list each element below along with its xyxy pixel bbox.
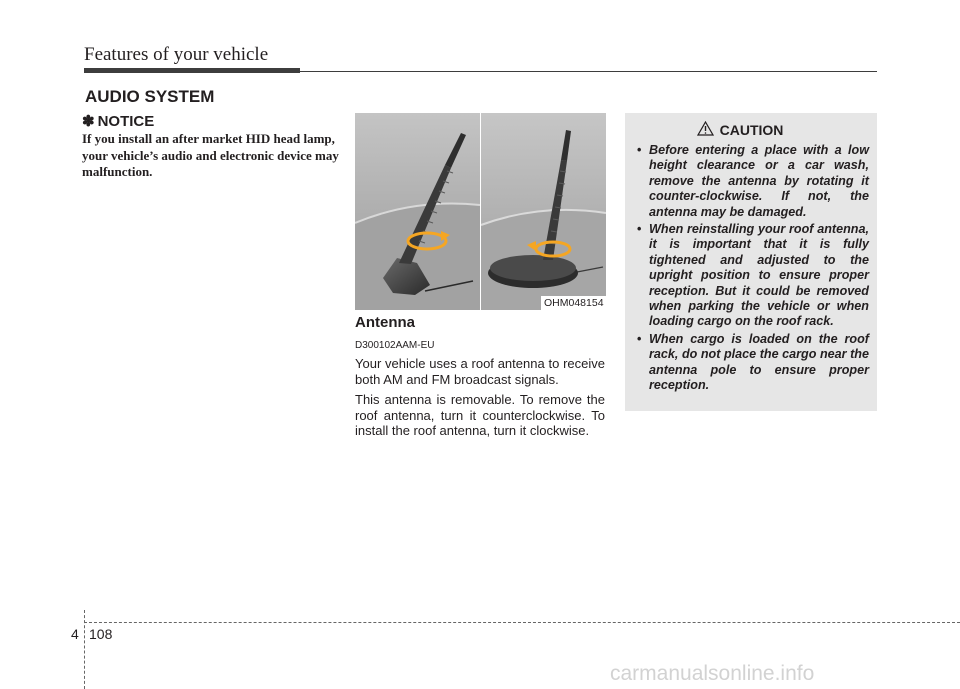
header-rule-thin bbox=[84, 71, 877, 72]
caution-heading bbox=[611, 121, 869, 139]
header-title: Features of your vehicle bbox=[84, 44, 269, 65]
footer-rule bbox=[84, 622, 960, 623]
antenna-photo-right bbox=[481, 113, 606, 310]
antenna-code: D300102AAM-EU bbox=[355, 340, 435, 351]
asterisk-icon: ✽ bbox=[82, 113, 95, 130]
notice-heading bbox=[82, 112, 340, 130]
chapter-number: 4 bbox=[71, 626, 79, 642]
warning-triangle-icon bbox=[697, 121, 714, 139]
antenna-text bbox=[355, 356, 605, 439]
notice-block bbox=[82, 112, 340, 181]
caution-list bbox=[637, 143, 869, 394]
figure-code: OHM048154 bbox=[541, 296, 607, 310]
caution-box bbox=[625, 113, 877, 411]
antenna-paragraph: Your vehicle uses a roof antenna to receive both AM and FM broadcast signals. bbox=[355, 356, 605, 387]
watermark: carmanualsonline.info bbox=[610, 662, 815, 685]
caution-item: • When reinstalling your roof antenna, it is important that it is fully tightened and adjusted to the upright position to ensure proper reception. But it could be removed when parking the vehicle or when loading cargo on the roof rack. bbox=[637, 222, 869, 330]
caution-item: • Before entering a place with a low height clearance or a car wash, remove the antenna by rotating it counter-clockwise. If not, the antenna may be damaged. bbox=[637, 143, 869, 220]
antenna-section bbox=[355, 314, 605, 444]
antenna-title: Antenna bbox=[355, 314, 415, 331]
notice-body: If you install an after market HID head lamp, your vehicle’s audio and electronic device may malfunction. bbox=[82, 131, 339, 179]
antenna-paragraph: This antenna is removable. To remove the roof antenna, turn it counterclockwise. To install the roof antenna, turn it clockwise. bbox=[355, 392, 605, 438]
page-number: 108 bbox=[89, 626, 113, 642]
caution-item: • When cargo is loaded on the roof rack, do not place the cargo near the antenna pole to ensure proper reception. bbox=[637, 332, 869, 394]
notice-title: NOTICE bbox=[97, 112, 155, 130]
footer-divider bbox=[84, 610, 85, 689]
caution-title: CAUTION bbox=[719, 122, 784, 138]
antenna-photo-left bbox=[355, 113, 480, 310]
section-title: AUDIO SYSTEM bbox=[85, 87, 215, 106]
